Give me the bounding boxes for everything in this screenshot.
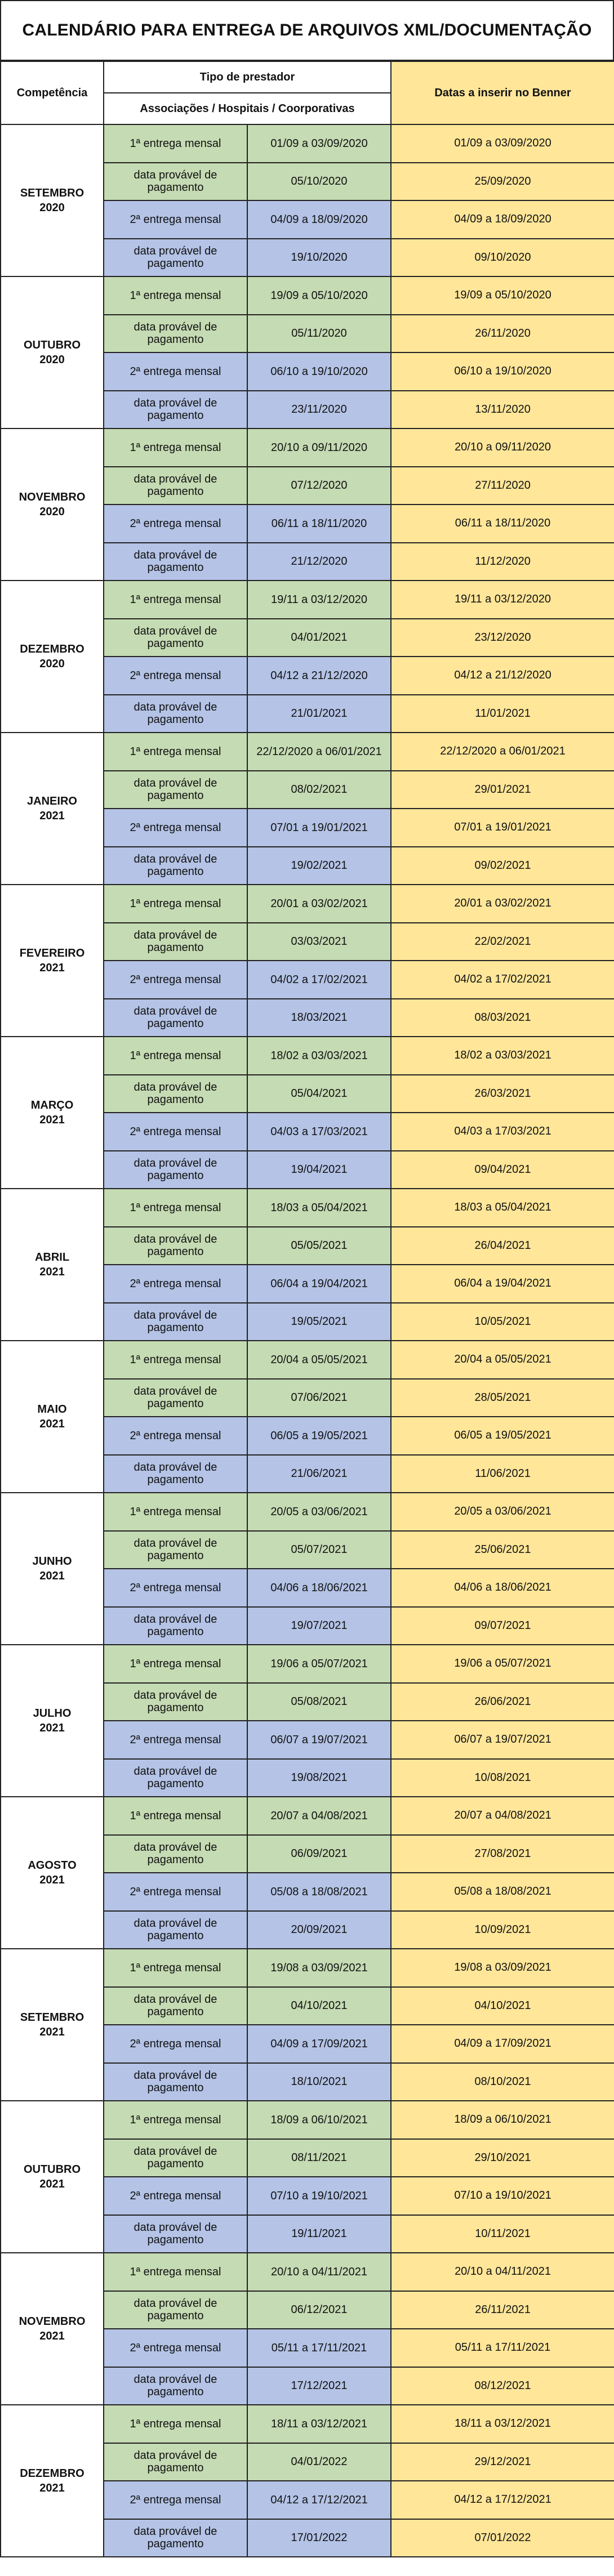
prestador-date: 07/06/2021 bbox=[247, 1379, 391, 1417]
prestador-date: 19/02/2021 bbox=[247, 847, 391, 885]
entry-label: data provável de pagamento bbox=[104, 1379, 247, 1417]
benner-date: 10/05/2021 bbox=[391, 1303, 614, 1341]
entry-label: data provável de pagamento bbox=[104, 1759, 247, 1797]
prestador-date: 04/06 a 18/06/2021 bbox=[247, 1569, 391, 1607]
benner-date: 04/12 a 17/12/2021 bbox=[391, 2481, 614, 2519]
competencia-month: DEZEMBRO bbox=[20, 643, 84, 655]
benner-date: 19/06 a 05/07/2021 bbox=[391, 1645, 614, 1683]
entry-label: 2ª entrega mensal bbox=[104, 1873, 247, 1911]
benner-date: 18/09 a 06/10/2021 bbox=[391, 2101, 614, 2139]
benner-date: 20/01 a 03/02/2021 bbox=[391, 885, 614, 923]
competencia-cell bbox=[1, 2253, 104, 2405]
competencia-month: AGOSTO bbox=[28, 1859, 77, 1872]
benner-date: 09/10/2020 bbox=[391, 239, 614, 277]
competencia-month: SETEMBRO bbox=[20, 187, 84, 199]
benner-date: 29/12/2021 bbox=[391, 2443, 614, 2481]
benner-date: 26/04/2021 bbox=[391, 1227, 614, 1265]
competencia-year: 2021 bbox=[39, 2178, 65, 2190]
benner-date: 04/10/2021 bbox=[391, 1987, 614, 2025]
entry-label: data provável de pagamento bbox=[104, 847, 247, 885]
prestador-date: 04/01/2021 bbox=[247, 619, 391, 657]
entry-label: 1ª entrega mensal bbox=[104, 1949, 247, 1987]
competencia-year: 2021 bbox=[39, 1266, 65, 1278]
entry-label: data provável de pagamento bbox=[104, 1531, 247, 1569]
prestador-date: 17/12/2021 bbox=[247, 2367, 391, 2405]
competencia-month: MAIO bbox=[37, 1403, 67, 1416]
prestador-date: 05/10/2020 bbox=[247, 163, 391, 201]
table-row bbox=[1, 276, 614, 315]
benner-date: 11/06/2021 bbox=[391, 1455, 614, 1493]
prestador-date: 19/05/2021 bbox=[247, 1303, 391, 1341]
competencia-year: 2021 bbox=[39, 1874, 65, 1886]
entry-label: data provável de pagamento bbox=[104, 2443, 247, 2481]
competencia-month: NOVEMBRO bbox=[19, 2315, 86, 2328]
benner-date: 06/04 a 19/04/2021 bbox=[391, 1265, 614, 1303]
prestador-date: 05/05/2021 bbox=[247, 1227, 391, 1265]
prestador-date: 06/12/2021 bbox=[247, 2291, 391, 2329]
table-row bbox=[1, 2253, 614, 2291]
prestador-date: 22/12/2020 a 06/01/2021 bbox=[247, 733, 391, 771]
prestador-date: 20/04 a 05/05/2021 bbox=[247, 1341, 391, 1379]
competencia-year: 2020 bbox=[39, 354, 65, 366]
entry-label: data provável de pagamento bbox=[104, 2519, 247, 2557]
table-row bbox=[1, 1797, 614, 1835]
benner-date: 06/07 a 19/07/2021 bbox=[391, 1721, 614, 1759]
benner-date: 25/06/2021 bbox=[391, 1531, 614, 1569]
prestador-date: 19/08/2021 bbox=[247, 1759, 391, 1797]
entry-label: data provável de pagamento bbox=[104, 2215, 247, 2253]
competencia-cell bbox=[1, 276, 104, 428]
benner-date: 10/09/2021 bbox=[391, 1911, 614, 1949]
prestador-subheader: Associações / Hospitais / Coorporativas bbox=[104, 93, 391, 124]
entry-label: 2ª entrega mensal bbox=[104, 2329, 247, 2367]
prestador-date: 06/05 a 19/05/2021 bbox=[247, 1417, 391, 1455]
benner-date: 09/07/2021 bbox=[391, 1607, 614, 1645]
competencia-cell bbox=[1, 1189, 104, 1341]
prestador-date: 19/07/2021 bbox=[247, 1607, 391, 1645]
competencia-year: 2020 bbox=[39, 202, 65, 214]
entry-label: data provável de pagamento bbox=[104, 543, 247, 581]
calendar-body bbox=[1, 124, 614, 2557]
entry-label: 1ª entrega mensal bbox=[104, 1189, 247, 1227]
competencia-month: NOVEMBRO bbox=[19, 491, 86, 503]
competencia-cell bbox=[1, 1949, 104, 2101]
prestador-date: 05/08 a 18/08/2021 bbox=[247, 1873, 391, 1911]
entry-label: 1ª entrega mensal bbox=[104, 1797, 247, 1835]
competencia-year: 2021 bbox=[39, 1722, 65, 1734]
benner-date: 04/09 a 17/09/2021 bbox=[391, 2025, 614, 2063]
table-row bbox=[1, 1037, 614, 1075]
benner-date: 10/08/2021 bbox=[391, 1759, 614, 1797]
entry-label: data provável de pagamento bbox=[104, 1151, 247, 1189]
table-row bbox=[1, 1341, 614, 1379]
entry-label: 2ª entrega mensal bbox=[104, 2025, 247, 2063]
benner-date: 29/10/2021 bbox=[391, 2139, 614, 2177]
entry-label: 1ª entrega mensal bbox=[104, 1493, 247, 1531]
competencia-cell bbox=[1, 581, 104, 733]
prestador-date: 05/11/2020 bbox=[247, 315, 391, 353]
table-row bbox=[1, 1189, 614, 1227]
table-row bbox=[1, 733, 614, 771]
benner-date: 06/05 a 19/05/2021 bbox=[391, 1417, 614, 1455]
benner-date: 19/11 a 03/12/2020 bbox=[391, 581, 614, 619]
entry-label: 2ª entrega mensal bbox=[104, 1265, 247, 1303]
entry-label: data provável de pagamento bbox=[104, 239, 247, 277]
entry-label: data provável de pagamento bbox=[104, 1075, 247, 1113]
prestador-date: 18/03 a 05/04/2021 bbox=[247, 1189, 391, 1227]
benner-date: 09/02/2021 bbox=[391, 847, 614, 885]
benner-header: Datas a inserir no Benner bbox=[391, 61, 614, 124]
table-row bbox=[1, 2101, 614, 2139]
entry-label: 2ª entrega mensal bbox=[104, 1569, 247, 1607]
competencia-year: 2021 bbox=[39, 2026, 65, 2038]
prestador-date: 04/12 a 17/12/2021 bbox=[247, 2481, 391, 2519]
prestador-date: 04/09 a 18/09/2020 bbox=[247, 200, 391, 239]
prestador-date: 01/09 a 03/09/2020 bbox=[247, 124, 391, 163]
benner-date: 04/06 a 18/06/2021 bbox=[391, 1569, 614, 1607]
prestador-date: 18/11 a 03/12/2021 bbox=[247, 2405, 391, 2443]
competencia-cell bbox=[1, 1341, 104, 1493]
benner-date: 08/12/2021 bbox=[391, 2367, 614, 2405]
benner-date: 26/03/2021 bbox=[391, 1075, 614, 1113]
table-row bbox=[1, 885, 614, 923]
entry-label: 1ª entrega mensal bbox=[104, 276, 247, 315]
benner-date: 05/08 a 18/08/2021 bbox=[391, 1873, 614, 1911]
benner-date: 22/02/2021 bbox=[391, 923, 614, 961]
benner-date: 20/07 a 04/08/2021 bbox=[391, 1797, 614, 1835]
entry-label: data provável de pagamento bbox=[104, 1455, 247, 1493]
prestador-date: 06/04 a 19/04/2021 bbox=[247, 1265, 391, 1303]
prestador-date: 04/02 a 17/02/2021 bbox=[247, 961, 391, 999]
prestador-date: 17/01/2022 bbox=[247, 2519, 391, 2557]
tipo-prestador-header: Tipo de prestador bbox=[104, 61, 391, 93]
entry-label: 2ª entrega mensal bbox=[104, 657, 247, 695]
competencia-month: DEZEMBRO bbox=[20, 2467, 84, 2480]
entry-label: 1ª entrega mensal bbox=[104, 885, 247, 923]
competencia-cell bbox=[1, 733, 104, 885]
entry-label: data provável de pagamento bbox=[104, 467, 247, 505]
entry-label: data provável de pagamento bbox=[104, 771, 247, 809]
competencia-cell bbox=[1, 2101, 104, 2253]
entry-label: data provável de pagamento bbox=[104, 619, 247, 657]
competencia-month: JUNHO bbox=[32, 1555, 72, 1568]
benner-date: 04/12 a 21/12/2020 bbox=[391, 657, 614, 695]
entry-label: 2ª entrega mensal bbox=[104, 961, 247, 999]
competencia-cell bbox=[1, 885, 104, 1037]
entry-label: 2ª entrega mensal bbox=[104, 1113, 247, 1151]
prestador-date: 23/11/2020 bbox=[247, 391, 391, 429]
competencia-month: FEVEREIRO bbox=[19, 947, 85, 959]
competencia-month: OUTUBRO bbox=[23, 2163, 81, 2176]
competencia-cell bbox=[1, 1645, 104, 1797]
entry-label: 2ª entrega mensal bbox=[104, 2177, 247, 2215]
competencia-cell bbox=[1, 1037, 104, 1189]
benner-date: 18/03 a 05/04/2021 bbox=[391, 1189, 614, 1227]
prestador-date: 07/12/2020 bbox=[247, 467, 391, 505]
prestador-date: 18/09 a 06/10/2021 bbox=[247, 2101, 391, 2139]
competencia-year: 2021 bbox=[39, 962, 65, 974]
entry-label: 2ª entrega mensal bbox=[104, 809, 247, 847]
prestador-date: 07/01 a 19/01/2021 bbox=[247, 809, 391, 847]
entry-label: data provável de pagamento bbox=[104, 163, 247, 201]
entry-label: 2ª entrega mensal bbox=[104, 2481, 247, 2519]
entry-label: data provável de pagamento bbox=[104, 999, 247, 1037]
benner-date: 06/11 a 18/11/2020 bbox=[391, 505, 614, 543]
prestador-date: 20/09/2021 bbox=[247, 1911, 391, 1949]
prestador-date: 05/08/2021 bbox=[247, 1683, 391, 1721]
entry-label: data provável de pagamento bbox=[104, 315, 247, 353]
benner-date: 19/09 a 05/10/2020 bbox=[391, 276, 614, 315]
prestador-date: 03/03/2021 bbox=[247, 923, 391, 961]
prestador-date: 04/12 a 21/12/2020 bbox=[247, 657, 391, 695]
benner-date: 20/10 a 09/11/2020 bbox=[391, 428, 614, 467]
competencia-cell bbox=[1, 1493, 104, 1645]
prestador-date: 05/04/2021 bbox=[247, 1075, 391, 1113]
competencia-year: 2021 bbox=[39, 1114, 65, 1126]
calendar-table bbox=[0, 61, 614, 2557]
benner-date: 04/03 a 17/03/2021 bbox=[391, 1113, 614, 1151]
prestador-date: 20/10 a 09/11/2020 bbox=[247, 428, 391, 467]
entry-label: data provável de pagamento bbox=[104, 1303, 247, 1341]
competencia-month: MARÇO bbox=[30, 1099, 74, 1111]
entry-label: data provável de pagamento bbox=[104, 1911, 247, 1949]
entry-label: data provável de pagamento bbox=[104, 1227, 247, 1265]
benner-date: 22/12/2020 a 06/01/2021 bbox=[391, 733, 614, 771]
prestador-date: 20/10 a 04/11/2021 bbox=[247, 2253, 391, 2291]
table-row bbox=[1, 1949, 614, 1987]
benner-date: 04/02 a 17/02/2021 bbox=[391, 961, 614, 999]
competencia-cell bbox=[1, 2405, 104, 2557]
prestador-date: 19/11 a 03/12/2020 bbox=[247, 581, 391, 619]
competencia-month: ABRIL bbox=[34, 1251, 70, 1264]
entry-label: 1ª entrega mensal bbox=[104, 1341, 247, 1379]
prestador-date: 21/01/2021 bbox=[247, 695, 391, 733]
competencia-year: 2021 bbox=[39, 1570, 65, 1582]
entry-label: data provável de pagamento bbox=[104, 391, 247, 429]
competencia-month: OUTUBRO bbox=[23, 339, 81, 351]
entry-label: 2ª entrega mensal bbox=[104, 200, 247, 239]
benner-date: 20/04 a 05/05/2021 bbox=[391, 1341, 614, 1379]
prestador-date: 20/01 a 03/02/2021 bbox=[247, 885, 391, 923]
benner-date: 26/11/2021 bbox=[391, 2291, 614, 2329]
competencia-year: 2021 bbox=[39, 2482, 65, 2494]
benner-date: 18/11 a 03/12/2021 bbox=[391, 2405, 614, 2443]
benner-date: 13/11/2020 bbox=[391, 391, 614, 429]
competencia-year: 2020 bbox=[39, 506, 65, 518]
benner-date: 26/11/2020 bbox=[391, 315, 614, 353]
prestador-date: 07/10 a 19/10/2021 bbox=[247, 2177, 391, 2215]
benner-date: 08/03/2021 bbox=[391, 999, 614, 1037]
entry-label: 1ª entrega mensal bbox=[104, 124, 247, 163]
table-row bbox=[1, 1493, 614, 1531]
entry-label: data provável de pagamento bbox=[104, 2367, 247, 2405]
prestador-date: 05/07/2021 bbox=[247, 1531, 391, 1569]
competencia-cell bbox=[1, 124, 104, 276]
benner-date: 07/10 a 19/10/2021 bbox=[391, 2177, 614, 2215]
prestador-date: 19/06 a 05/07/2021 bbox=[247, 1645, 391, 1683]
benner-date: 28/05/2021 bbox=[391, 1379, 614, 1417]
entry-label: data provável de pagamento bbox=[104, 1987, 247, 2025]
prestador-date: 04/01/2022 bbox=[247, 2443, 391, 2481]
competencia-header: Competência bbox=[1, 61, 104, 124]
prestador-date: 04/09 a 17/09/2021 bbox=[247, 2025, 391, 2063]
entry-label: data provável de pagamento bbox=[104, 2139, 247, 2177]
prestador-date: 06/09/2021 bbox=[247, 1835, 391, 1873]
table-row bbox=[1, 428, 614, 467]
table-row bbox=[1, 581, 614, 619]
entry-label: 2ª entrega mensal bbox=[104, 505, 247, 543]
benner-date: 20/05 a 03/06/2021 bbox=[391, 1493, 614, 1531]
entry-label: data provável de pagamento bbox=[104, 1683, 247, 1721]
entry-label: data provável de pagamento bbox=[104, 1835, 247, 1873]
entry-label: data provável de pagamento bbox=[104, 695, 247, 733]
benner-date: 11/12/2020 bbox=[391, 543, 614, 581]
competencia-year: 2021 bbox=[39, 1418, 65, 1430]
entry-label: 1ª entrega mensal bbox=[104, 581, 247, 619]
competencia-year: 2020 bbox=[39, 658, 65, 670]
benner-date: 29/01/2021 bbox=[391, 771, 614, 809]
benner-date: 10/11/2021 bbox=[391, 2215, 614, 2253]
entry-label: data provável de pagamento bbox=[104, 2291, 247, 2329]
competencia-year: 2021 bbox=[39, 2330, 65, 2342]
prestador-date: 20/07 a 04/08/2021 bbox=[247, 1797, 391, 1835]
benner-date: 25/09/2020 bbox=[391, 163, 614, 201]
entry-label: 2ª entrega mensal bbox=[104, 1721, 247, 1759]
competencia-month: JULHO bbox=[33, 1707, 72, 1720]
table-row bbox=[1, 2405, 614, 2443]
prestador-date: 21/06/2021 bbox=[247, 1455, 391, 1493]
competencia-cell bbox=[1, 1797, 104, 1949]
prestador-date: 06/10 a 19/10/2020 bbox=[247, 352, 391, 391]
table-row bbox=[1, 1645, 614, 1683]
prestador-date: 19/04/2021 bbox=[247, 1151, 391, 1189]
entry-label: 1ª entrega mensal bbox=[104, 733, 247, 771]
benner-date: 01/09 a 03/09/2020 bbox=[391, 124, 614, 163]
benner-date: 23/12/2020 bbox=[391, 619, 614, 657]
prestador-date: 20/05 a 03/06/2021 bbox=[247, 1493, 391, 1531]
prestador-date: 18/03/2021 bbox=[247, 999, 391, 1037]
benner-date: 20/10 a 04/11/2021 bbox=[391, 2253, 614, 2291]
benner-date: 27/11/2020 bbox=[391, 467, 614, 505]
benner-date: 19/08 a 03/09/2021 bbox=[391, 1949, 614, 1987]
entry-label: 1ª entrega mensal bbox=[104, 2101, 247, 2139]
prestador-date: 08/02/2021 bbox=[247, 771, 391, 809]
competencia-cell bbox=[1, 428, 104, 581]
entry-label: data provável de pagamento bbox=[104, 1607, 247, 1645]
entry-label: 2ª entrega mensal bbox=[104, 352, 247, 391]
benner-date: 26/06/2021 bbox=[391, 1683, 614, 1721]
competencia-year: 2021 bbox=[39, 810, 65, 822]
prestador-date: 05/11 a 17/11/2021 bbox=[247, 2329, 391, 2367]
benner-date: 06/10 a 19/10/2020 bbox=[391, 352, 614, 391]
benner-date: 08/10/2021 bbox=[391, 2063, 614, 2101]
prestador-date: 19/08 a 03/09/2021 bbox=[247, 1949, 391, 1987]
competencia-month: SETEMBRO bbox=[20, 2011, 84, 2024]
prestador-date: 04/03 a 17/03/2021 bbox=[247, 1113, 391, 1151]
benner-date: 07/01 a 19/01/2021 bbox=[391, 809, 614, 847]
prestador-date: 06/11 a 18/11/2020 bbox=[247, 505, 391, 543]
benner-date: 18/02 a 03/03/2021 bbox=[391, 1037, 614, 1075]
entry-label: 1ª entrega mensal bbox=[104, 428, 247, 467]
entry-label: data provável de pagamento bbox=[104, 923, 247, 961]
competencia-month: JANEIRO bbox=[27, 795, 77, 807]
benner-date: 07/01/2022 bbox=[391, 2519, 614, 2557]
entry-label: 1ª entrega mensal bbox=[104, 2405, 247, 2443]
table-row bbox=[1, 124, 614, 163]
prestador-date: 19/09 a 05/10/2020 bbox=[247, 276, 391, 315]
prestador-date: 08/11/2021 bbox=[247, 2139, 391, 2177]
entry-label: 1ª entrega mensal bbox=[104, 1645, 247, 1683]
benner-date: 27/08/2021 bbox=[391, 1835, 614, 1873]
entry-label: data provável de pagamento bbox=[104, 2063, 247, 2101]
benner-date: 09/04/2021 bbox=[391, 1151, 614, 1189]
benner-date: 04/09 a 18/09/2020 bbox=[391, 200, 614, 239]
prestador-date: 19/10/2020 bbox=[247, 239, 391, 277]
prestador-date: 06/07 a 19/07/2021 bbox=[247, 1721, 391, 1759]
page-title: CALENDÁRIO PARA ENTREGA DE ARQUIVOS XML/DOCUMENTAÇÃO bbox=[0, 0, 614, 61]
entry-label: 1ª entrega mensal bbox=[104, 1037, 247, 1075]
entry-label: 1ª entrega mensal bbox=[104, 2253, 247, 2291]
prestador-date: 21/12/2020 bbox=[247, 543, 391, 581]
benner-date: 05/11 a 17/11/2021 bbox=[391, 2329, 614, 2367]
prestador-date: 18/02 a 03/03/2021 bbox=[247, 1037, 391, 1075]
prestador-date: 04/10/2021 bbox=[247, 1987, 391, 2025]
prestador-date: 19/11/2021 bbox=[247, 2215, 391, 2253]
header-row-1 bbox=[1, 61, 614, 93]
entry-label: 2ª entrega mensal bbox=[104, 1417, 247, 1455]
prestador-date: 18/10/2021 bbox=[247, 2063, 391, 2101]
benner-date: 11/01/2021 bbox=[391, 695, 614, 733]
